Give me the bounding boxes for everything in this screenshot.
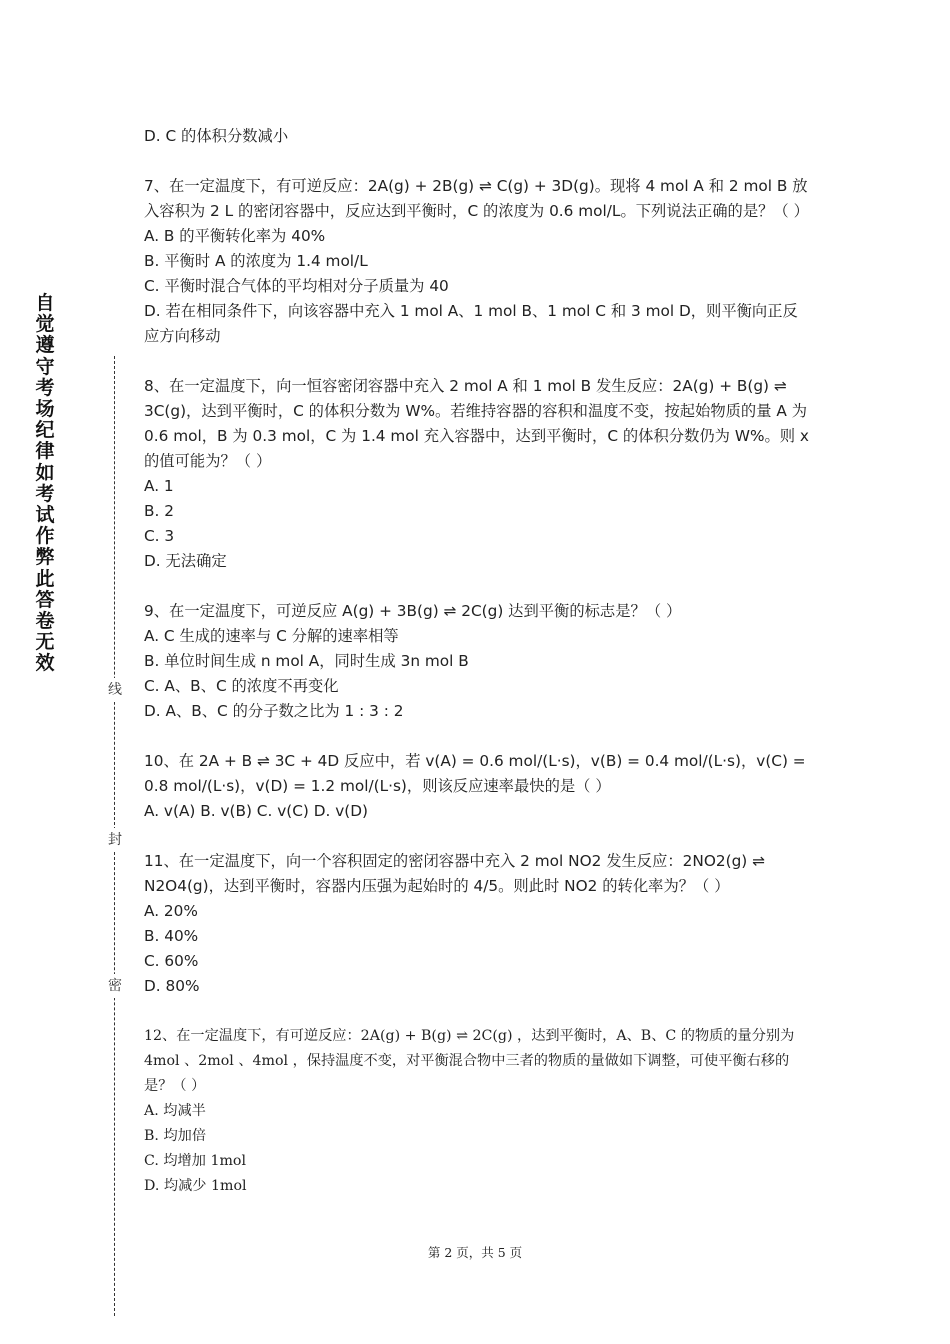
option-d: D. 无法确定: [144, 552, 227, 570]
option-a: A. 1: [144, 477, 174, 495]
previous-question-option: D. C 的体积分数减小: [144, 127, 289, 145]
option-c: C. A、B、C 的浓度不再变化: [144, 677, 339, 695]
exam-discipline-notice: 自觉遵守考场纪律如考试作弊此答卷无效: [35, 292, 55, 675]
option-d: D. 均减少 1mol: [144, 1178, 247, 1194]
question-stem: 9、在一定温度下，可逆反应 A(g) + 3B(g) ⇌ 2C(g) 达到平衡的标志是？（ ）: [144, 602, 682, 620]
option-b: B. 平衡时 A 的浓度为 1.4 mol/L: [144, 252, 368, 270]
option-a: A. 20%: [144, 902, 198, 920]
seal-mark-line: 线: [105, 678, 125, 702]
option-b: B. 40%: [144, 927, 199, 945]
question-9: [144, 599, 810, 724]
question-stem: 11、在一定温度下，向一个容积固定的密闭容器中充入 2 mol NO2 发生反应：2NO2(g) ⇌ N2O4(g)，达到平衡时，容器内压强为起始时的 4/5。则此时 NO2 的转化率为？（ ）: [144, 852, 765, 895]
option-a: A. C 生成的速率与 C 分解的速率相等: [144, 627, 399, 645]
option-c: C. 3: [144, 527, 175, 545]
question-stem: 12、在一定温度下，有可逆反应：2A(g) + B(g) ⇌ 2C(g) ，达到平衡时，A、B、C 的物质的量分别为 4mol 、2mol 、4mol ，保持温度不变，对平衡混合物中三者的物质的量做如下调整，可使平衡右移的是？（ ）: [144, 1028, 795, 1094]
question-12: [144, 1024, 810, 1199]
option-d: D. 若在相同条件下，向该容器中充入 1 mol A、1 mol B、1 mol C 和 3 mol D，则平衡向正反应方向移动: [144, 302, 798, 345]
option-d: D. A、B、C 的分子数之比为 1 : 3 : 2: [144, 702, 404, 720]
option-c: C. 均增加 1mol: [144, 1153, 247, 1169]
option-b: B. 均加倍: [144, 1128, 207, 1144]
question-stem: 7、在一定温度下，有可逆反应：2A(g) + 2B(g) ⇌ C(g) + 3D(g)。现将 4 mol A 和 2 mol B 放入容积为 2 L 的密闭容器中，反应达到平衡时，C 的浓度为 0.6 mol/L。下列说法正确的是？（ ）: [144, 177, 809, 220]
question-list: [144, 124, 810, 1199]
seal-mark-secret: 密: [105, 974, 125, 998]
option-a: A. 均减半: [144, 1103, 206, 1119]
question-7: [144, 174, 810, 349]
option-d: D. 80%: [144, 977, 200, 995]
option-b: B. 2: [144, 502, 174, 520]
question-stem: 8、在一定温度下，向一恒容密闭容器中充入 2 mol A 和 1 mol B 发生反应：2A(g) + B(g) ⇌ 3C(g)，达到平衡时，C 的体积分数为 W%。若维持容器的容积和温度不变，按起始物质的量 A 为 0.6 mol，B 为 0.3 mol，C 为 1.4 mol 充入容器中，达到平衡时，C 的体积分数仍为 W%。则 x 的值可能为？（ ）: [144, 377, 809, 470]
option-a: A. B 的平衡转化率为 40%: [144, 227, 326, 245]
option-c: C. 平衡时混合气体的平均相对分子质量为 40: [144, 277, 449, 295]
question-stem: 10、在 2A + B ⇌ 3C + 4D 反应中，若 v(A) = 0.6 mol/(L·s)，v(B) = 0.4 mol/(L·s)，v(C) = 0.8 mol/(L·s)，v(D) = 1.2 mol/(L·s)，则该反应速率最快的是（ ）: [144, 752, 806, 795]
page-number: 第 2 页，共 5 页: [427, 1245, 523, 1260]
option-b: B. 单位时间生成 n mol A，同时生成 3n mol B: [144, 652, 469, 670]
question-11: [144, 849, 810, 999]
question-10: [144, 749, 810, 824]
question-8: [144, 374, 810, 574]
options-inline: A. v(A) B. v(B) C. v(C) D. v(D): [144, 802, 369, 820]
seal-mark-seal: 封: [105, 828, 125, 852]
option-c: C. 60%: [144, 952, 199, 970]
